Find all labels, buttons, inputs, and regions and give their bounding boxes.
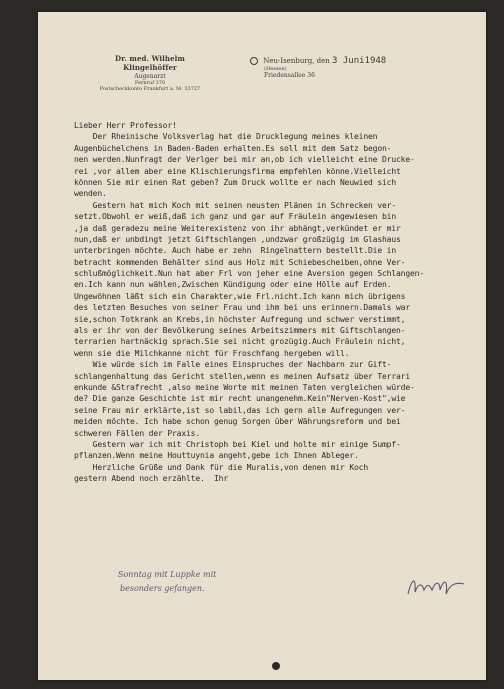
place-prefix: Neu-Isenburg, den [263, 57, 330, 65]
letter-line: rei ,vor allem aber eine Klischierungsfirma empfehlen könne.Vielleicht [74, 166, 401, 176]
letter-line: seine Frau mir erklärte,ist so labil,das ich gern alle Aufregungen ver- [74, 405, 406, 415]
handwritten-note-line2: besonders gefangen. [120, 584, 205, 593]
signature [406, 572, 466, 602]
letter-line: sie,schon Totkrank an Krebs,in höchster Aufregung und schwer verstimmt, [74, 314, 406, 324]
letter-line: Gestern war ich mit Christoph bei Kiel und holte mir einige Sumpf- [74, 439, 401, 449]
letter-line: Ungewöhnen läßt sich ein Charakter,wie Frl.nicht.Ich kann mich übrigens [74, 291, 406, 301]
letter-line: schweren Fällen der Praxis. [74, 428, 200, 438]
letter-line: unterbringen möchte. Auch habe er zehn Ringelnattern bestellt.Die in [74, 246, 396, 256]
letter-line: Herzliche Grüße und Dank für die Muralis,von denen mir Koch [74, 462, 368, 472]
letter-line: als er ihr von der Bevölkerung seines Arbeitszimmers mit Giftschlangen- [74, 326, 406, 336]
letter-line: betracht kommenden Behälter sind aus Holz mit Schiebescheiben,ohne Ver- [74, 257, 406, 267]
letter-line: en.Ich kann nun wählen,Zwischen Kündigung oder eine Hölle auf Erden. [74, 280, 392, 290]
letter-line: setzt.Obwohl er weiß,daß ich ganz und gar auf Fräulein angewiesen bin [74, 212, 396, 222]
street-address: Friedensallee 36 [264, 72, 315, 79]
letter-line: schlangenhaltung das Gericht stellen,wenn es meinen Aufsatz über Terrari [74, 371, 410, 381]
sender-phone: Fernruf 370 [134, 80, 166, 86]
region: (Hessen) [264, 66, 287, 72]
punch-hole [272, 662, 280, 670]
letter-line: pflanzen.Wenn meine Houttuynia angeht,gebe ich Ihnen Ableger. [74, 451, 359, 461]
letterhead-sender [90, 54, 210, 92]
letter-body [74, 120, 484, 485]
sender-name: Dr. med. Wilhelm Klingelhöffer [115, 54, 185, 72]
letter-line: de? Die ganze Geschichte ist mir recht unangenehm.Kein"Nerven-Kost",wie [74, 394, 406, 404]
letter-line: schlußmöglichkeit.Nun hat aber Frl von jeher eine Aversion gegen Schlangen- [74, 269, 424, 279]
letter-line: Gestern hat mich Koch mit seinen neusten Plänen in Schrecken ver- [74, 200, 396, 210]
letter-line: nen werden.Nunfragt der Verlger bei mir an,ob ich vielleicht eine Drucke- [74, 155, 415, 165]
letter-line: ,ja daß geradezu meine Weiterexistenz von ihr abhängt,verkündet er mir [74, 223, 401, 233]
letter-line: meiden möchte. Ich habe schon genug Sorgen über Währungsreform und bei [74, 417, 401, 427]
letter-line: des letzten Besuches von seiner Frau und ihm bei uns erinnern.Damals war [74, 303, 410, 313]
letter-line: Der Rheinische Volksverlag hat die Drucklegung meines kleinen [74, 132, 378, 142]
letter-line: terrarien hartnäckig sprach.Sie sei nicht grozügig.Auch Fräulein nicht, [74, 337, 406, 347]
letter-line: gestern Abend noch erzählte. Ihr [74, 474, 228, 484]
letter-line: Augenbüchelchens in Baden-Baden erhalten.Es soll mit dem Satz begon- [74, 143, 392, 153]
sender-postscheck: Postscheckkonto Frankfurt a. M. 33727 [99, 86, 201, 92]
letter-date: 3 Juni1948 [332, 56, 387, 66]
letter-line: Lieber Herr Professor! [74, 121, 177, 130]
telephone-icon [250, 57, 258, 65]
letter-line: Wie würde sich im Falle eines Einspruches der Nachbarn zur Gift- [74, 360, 392, 370]
letter-sheet [38, 12, 486, 680]
letter-line: wenn sie die Milchkanne nicht für Froschfang hergeben will. [74, 348, 350, 358]
letter-line: enkunde &Strafrecht ,also meine Worte mit meinen Taten vergleichen würde- [74, 382, 415, 392]
handwritten-note-line1: Sonntag mit Luppke mit [118, 570, 217, 579]
letter-line: können Sie mir einen Rat geben? Zum Druck wollte er nach Neuwied sich [74, 177, 396, 187]
letterhead-place-date [250, 56, 450, 79]
letter-line: nun,daß er unbdingt jetzt Giftschlangen ,undzwar großzügig im Glashaus [74, 234, 401, 244]
sender-title: Augenarzt [134, 73, 166, 80]
letter-line: wenden. [74, 189, 107, 199]
